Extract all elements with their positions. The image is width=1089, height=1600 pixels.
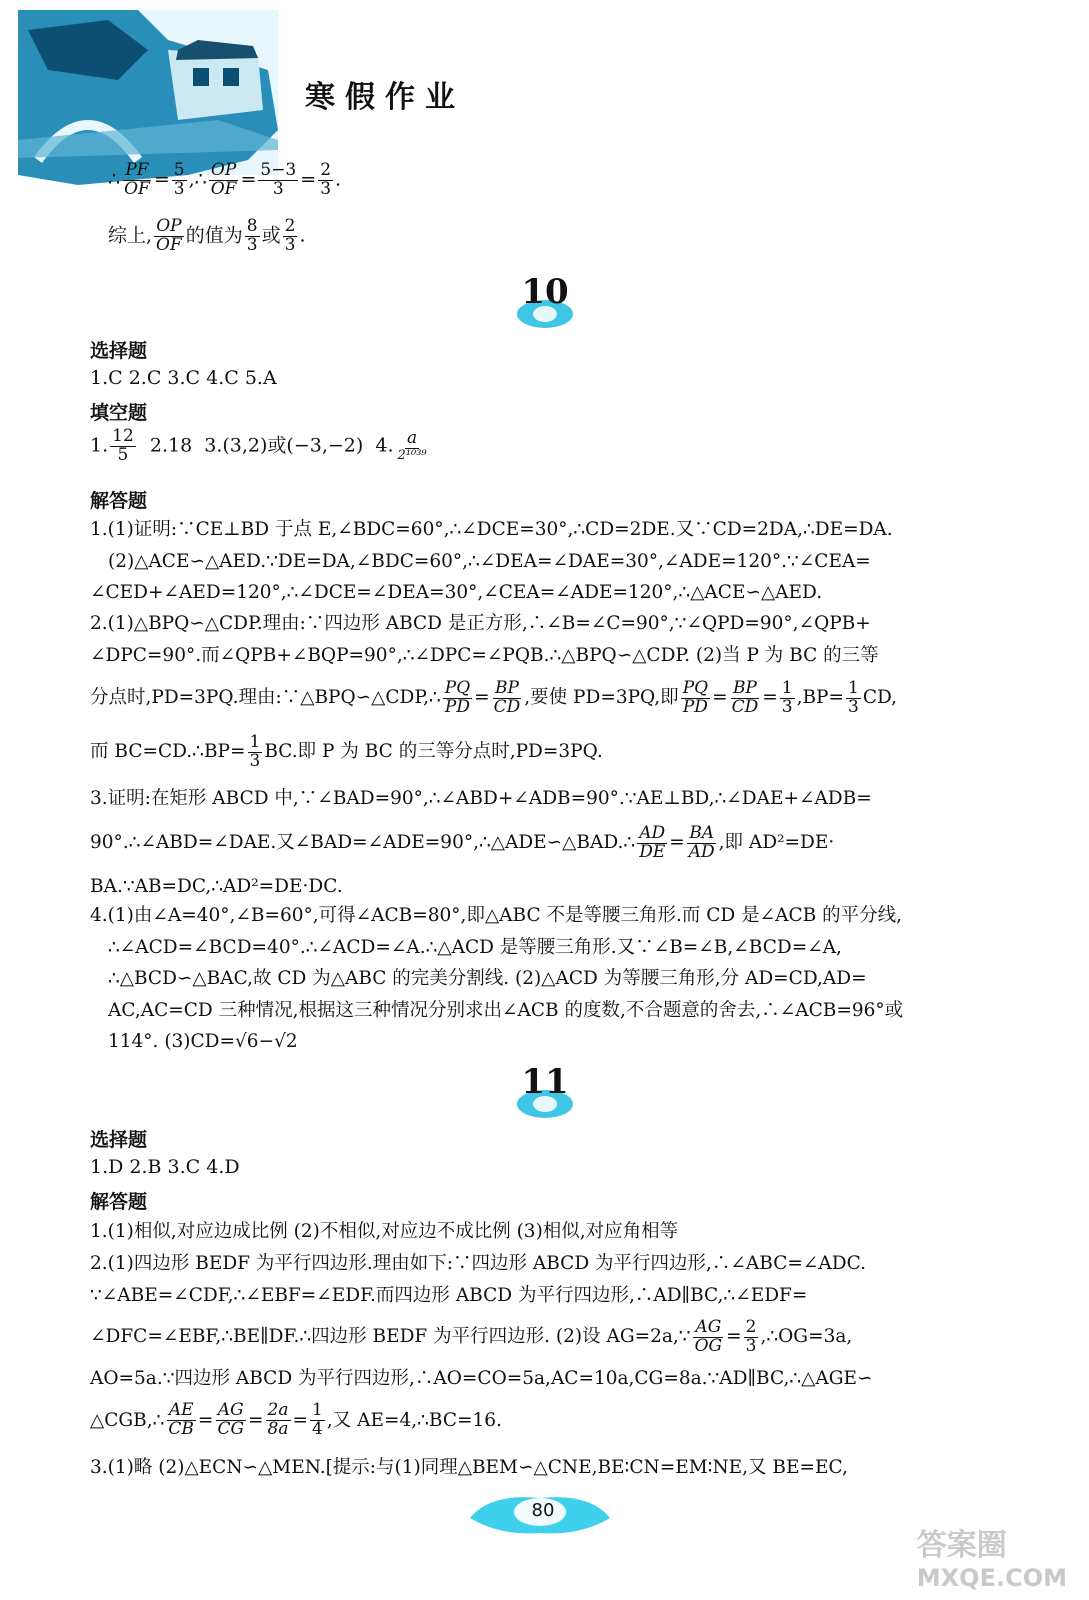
section-10-q3: 3.证明:在矩形 ABCD 中,∵∠BAD=90°,∴∠ABD+∠ADB=90°.∵AE⊥BD,∴∠DAE+∠ADB= 90°.∴∠ABD=∠DAE.又∠BAD=∠ADE=90°,∴△ADE∽△BAD.∴ $\frac{AD}{DE}$ = $\frac{BA}{AD}$ ,即 AD²=DE· BA.∵AB=DC,∴AD²=DE·DC. bbox=[90, 788, 872, 897]
continuation-line-2: 综上, $\frac{OP}{OF}$ 的值为 $\frac{8}{3}$ 或 $\frac{2}{3}$ . bbox=[108, 216, 306, 255]
section-11-choice-heading: 选择题 bbox=[90, 1129, 148, 1151]
section-10-q1: 1.(1)证明:∵CE⊥BD 于点 E,∠BDC=60°,∴∠DCE=30°,∴CD=2DE.又∵CD=2DA,∴DE=DA. (2)△ACE∽△AED.∵DE=DA,∠BDC=60°,∴∠DEA=∠DAE=30°,∠ADE=120°.∵∠CEA= ∠CED+∠AED=120°,∴∠DCE=∠DEA=30°,∠CEA=∠ADE=120°,∴△ACE∽△AED. bbox=[90, 519, 893, 603]
section-11-q3: 3.(1)略 (2)△ECN∽△MEN.[提示:与(1)同理△BEM∽△CNE,BE∶CN=EM∶NE,又 BE=EC, bbox=[90, 1457, 848, 1478]
watermark: 答案圈 MXQE.COM bbox=[916, 1528, 1067, 1592]
section-11-q2: 2.(1)四边形 BEDF 为平行四边形.理由如下:∵四边形 ABCD 为平行四边形,∴∠ABC=∠ADC. ∵∠ABE=∠CDF,∴∠EBF=∠EDF.而四边形 ABCD 为平行四边形,∴AD∥BC,∴∠EDF= ∠DFC=∠EBF,∴BE∥DF.∴四边形 BEDF 为平行四边形. (2)设 AG=2a,∵ $\frac{AG}{OG}$ = $\frac{2}{3}$ ,∴OG=3a, AO=5a.∵四边形 ABCD 为平行四边形,∴AO=CO=5a,AC=10a,CG=8a.∵AD∥BC,∴△AGE∽ △CGB,∴ $\frac{AE}{CB}$ = $\frac{AG}{CG}$ = $\frac{2a}{8a}$ = $\frac{1}{4}$ ,又 AE=4,∴BC=16. bbox=[90, 1253, 873, 1439]
section-10-solve-heading: 解答题 bbox=[90, 490, 148, 512]
section-10-q2: 2.(1)△BPQ∽△CDP.理由:∵四边形 ABCD 是正方形,∴∠B=∠C=90°,∵∠QPD=90°,∠QPB+ ∠DPC=90°.而∠QPB+∠BQP=90°,∴∠DPC=∠PQB.∴△BPQ∽△CDP. (2)当 P 为 BC 的三等 分点时,PD=3PQ.理由:∵△BPQ∽△CDP,∴ $\frac{PQ}{PD}$ = $\frac{BP}{CD}$ ,要使 PD=3PQ,即 $\frac{PQ}{PD}$ = $\frac{BP}{CD}$ = $\frac{1}{3}$ ,BP= $\frac{1}{3}$ CD, 而 BC=CD.∴BP= $\frac{1}{3}$ BC.即 P 为 BC 的三等分点时,PD=3PQ. bbox=[90, 613, 898, 771]
page-title: 寒假作业 bbox=[305, 80, 465, 115]
section-11-q1: 1.(1)相似,对应边成比例 (2)不相似,对应边不成比例 (3)相似,对应角相等 bbox=[90, 1221, 679, 1242]
section-11-solve-heading: 解答题 bbox=[90, 1191, 148, 1213]
section-10-q4: 4.(1)由∠A=40°,∠B=60°,可得∠ACB=80°,即△ABC 不是等腰三角形.而 CD 是∠ACB 的平分线, ∴∠ACD=∠BCD=40°.∴∠ACD=∠A.∴△ACD 是等腰三角形.又∵∠B=∠B,∠BCD=∠A, ∴△BCD∽△BAC,故 CD 为△ABC 的完美分割线. (2)△ACD 为等腰三角形,分 AD=CD,AD= AC,AC=CD 三种情况,根据这三种情况分别求出∠ACB 的度数,不合题意的舍去,∴∠ACB=96°或 114°. (3)CD=√6−√2 bbox=[90, 905, 904, 1052]
section-10-choice-answers: 1.C 2.C 3.C 4.C 5.A bbox=[90, 367, 277, 389]
header-illustration bbox=[18, 10, 288, 185]
section-11-number: 11 bbox=[521, 1062, 569, 1102]
section-10-fill-answers: 1. $\frac{12}{5}$ 2.18 3.(3,2)或(−3,−2) 4. $\frac{a}{\text{2¹⁰³⁹}}$ bbox=[90, 426, 427, 465]
section-10-fill-heading: 填空题 bbox=[90, 402, 148, 424]
continuation-line-1: ∴ $\frac{PF}{OF}$ = $\frac{5}{3}$ ,∴ $\frac{OP}{OF}$ = $\frac{5-3}{3}$ = $\frac{2}{3}$ . bbox=[108, 160, 342, 199]
section-10-number: 10 bbox=[521, 272, 569, 312]
section-10-choice-heading: 选择题 bbox=[90, 340, 148, 362]
section-11-choice-answers: 1.D 2.B 3.C 4.D bbox=[90, 1156, 240, 1178]
page-number: 80 bbox=[531, 1500, 555, 1521]
